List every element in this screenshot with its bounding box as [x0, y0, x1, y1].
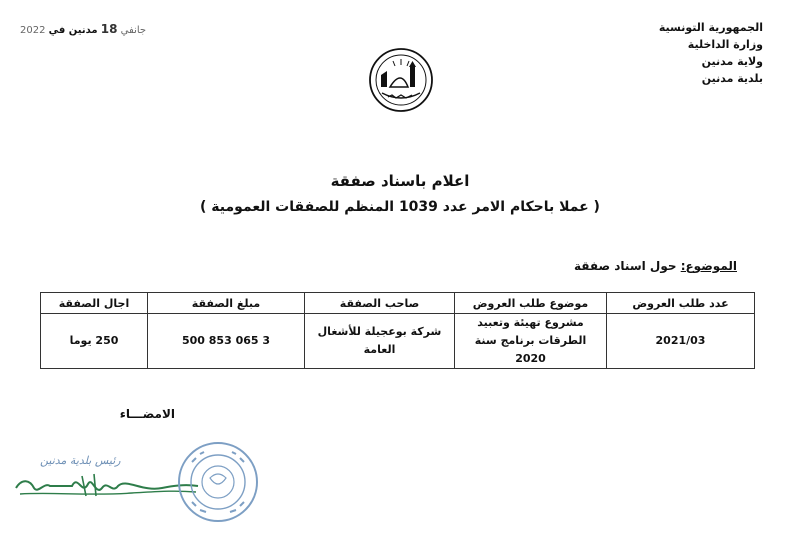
date-month: جانفي [120, 25, 147, 36]
signature-label: الامضـــاء [119, 407, 175, 421]
cell-duration: 250 يوما [41, 314, 148, 369]
col-amount: مبلغ الصفقة [148, 293, 305, 314]
page-subtitle: ( عملا باحكام الامر عدد 1039 المنظم للصفقات العمومية ) [200, 199, 600, 215]
col-duration: اجال الصفقة [41, 293, 148, 314]
table-row [41, 314, 755, 369]
date-day: 18 [100, 22, 118, 36]
handwritten-signature [12, 466, 202, 510]
col-tender-subject: موضوع طلب العروض [455, 293, 607, 314]
col-contractor: صاحب الصفقة [305, 293, 455, 314]
mayor-title: رئيس بلدية مدنين [40, 454, 121, 467]
date-prefix: مدنين في [48, 25, 98, 36]
header-republic: الجمهورية التونسية [658, 21, 763, 34]
header-municipality: بلدية مدنين [701, 72, 763, 85]
header-ministry: وزارة الداخلية [687, 38, 763, 51]
subject-text: حول اسناد صفقة [573, 259, 681, 273]
col-tender-number: عدد طلب العروض [607, 293, 755, 314]
header-governorate: ولاية مدنين [701, 55, 763, 68]
page-title: اعلام باسناد صفقة [330, 172, 470, 190]
cell-tender-number: 2021/03 [607, 314, 755, 369]
award-table [40, 292, 755, 369]
official-stamp [176, 440, 260, 528]
cell-tender-subject: مشروع تهيئة وتعبيد الطرقات برنامج سنة 2020 [455, 314, 607, 369]
table-header-row [41, 293, 755, 314]
municipality-logo [368, 47, 434, 117]
subject-label: الموضوع: [680, 259, 737, 273]
cell-contractor: شركة بوعجيلة للأشغال العامة [305, 314, 455, 369]
cell-amount: 3 065 853 500 [148, 314, 305, 369]
document-date [20, 22, 146, 36]
date-year: 2022 [20, 25, 46, 36]
subject-line [574, 259, 737, 273]
